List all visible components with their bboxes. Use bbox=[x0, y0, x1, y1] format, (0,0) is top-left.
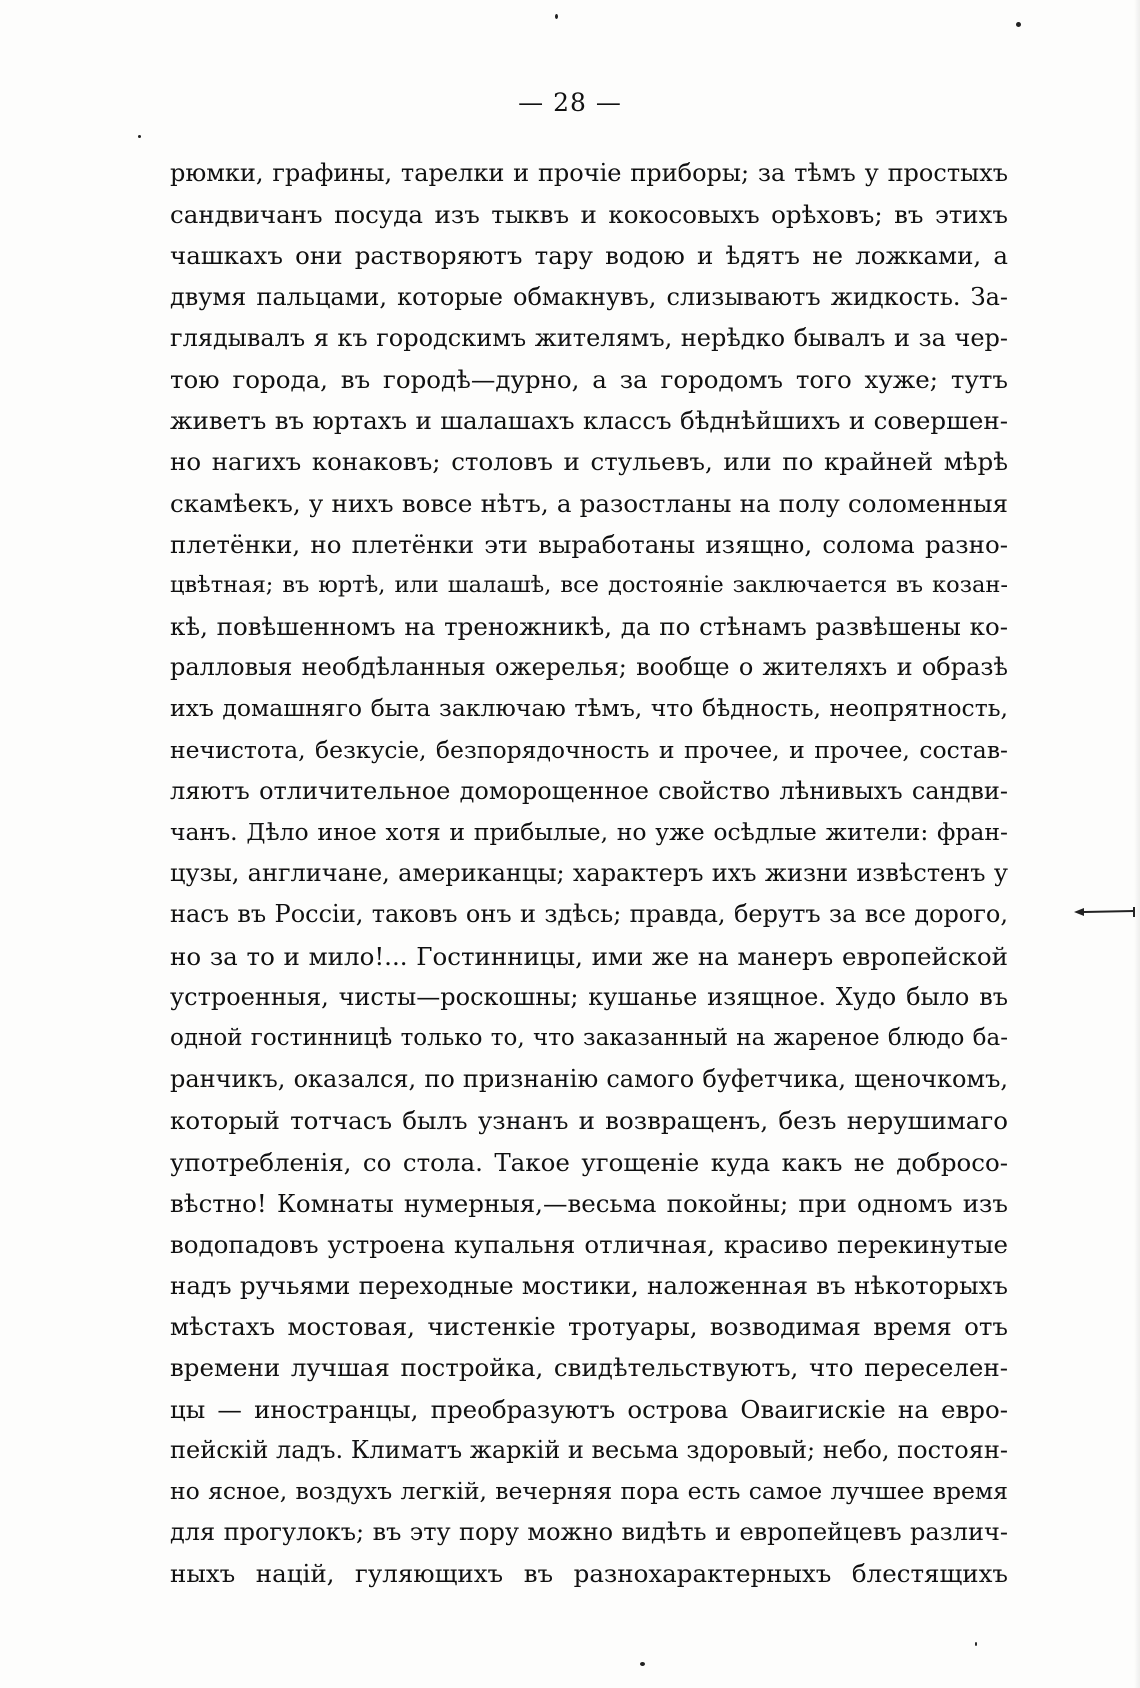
body-text bbox=[170, 153, 1008, 1595]
text-line: водопадовъ устроена купальня отличная, красиво перекинутые bbox=[170, 1229, 1008, 1259]
text-line: ныхъ націй, гуляющихъ въ разнохарактерныхъ блестящихъ bbox=[170, 1559, 1008, 1589]
text-line: плетёнки, но плетёнки эти выработаны изящно, солома разно- bbox=[170, 529, 1008, 559]
text-line: тою города, въ городѣ—дурно, а за городомъ того хуже; тутъ bbox=[170, 364, 1008, 394]
text-line: времени лучшая постройка, свидѣтельствуютъ, что переселен- bbox=[170, 1353, 1008, 1383]
text-line: ранчикъ, оказался, по признанію самого буфетчика, щеночкомъ, bbox=[170, 1065, 1008, 1094]
text-line: одной гостинницѣ только то, что заказанный на жареное блюдо ба- bbox=[170, 1024, 1008, 1051]
text-line: сандвичанъ посуда изъ тыквъ и кокосовыхъ орѣховъ; въ этихъ bbox=[170, 200, 1008, 230]
text-line: но ясное, воздухъ легкій, вечерняя пора есть самое лучшее время bbox=[170, 1477, 1008, 1505]
text-line: ихъ домашняго быта заключаю тѣмъ, что бѣдность, неопрятность, bbox=[170, 694, 1008, 723]
text-line: цы — иностранцы, преобразуютъ острова Оваигискіе на евро- bbox=[170, 1394, 1008, 1424]
text-line: мѣстахъ мостовая, чистенкіе тротуары, возводимая время отъ bbox=[170, 1312, 1008, 1342]
text-line: но за то и мило!... Гостинницы, ими же на манеръ европейской bbox=[170, 941, 1008, 971]
text-line: живетъ въ юртахъ и шалашахъ классъ бѣднѣйшихъ и совершен- bbox=[170, 406, 1008, 436]
text-line: ралловыя необдѣланныя ожерелья; вообще о жителяхъ и образѣ bbox=[170, 653, 1008, 682]
text-line: нечистота, безкусіе, безпорядочность и прочее, и прочее, состав- bbox=[170, 735, 1008, 764]
text-line: глядывалъ я къ городскимъ жителямъ, нерѣдко бывалъ и за чер- bbox=[170, 323, 1008, 352]
text-line: цвѣтная; въ юртѣ, или шалашѣ, все достояніе заключается въ козан- bbox=[170, 571, 1008, 598]
text-line: пейскій ладъ. Климатъ жаркій и весьма здоровый; небо, постоян- bbox=[170, 1435, 1008, 1464]
scan-speck bbox=[138, 135, 141, 138]
scan-speck bbox=[640, 1662, 645, 1666]
text-line: который тотчасъ былъ узнанъ и возвращенъ, безъ нерушимаго bbox=[170, 1106, 1008, 1136]
text-line: надъ ручьями переходные мостики, наложенная въ нѣкоторыхъ bbox=[170, 1271, 1008, 1301]
text-line: скамѣекъ, у нихъ вовсе нѣтъ, а разостланы на полу соломенныя bbox=[170, 488, 1008, 518]
margin-mark-icon bbox=[1072, 905, 1140, 919]
text-line: но нагихъ конаковъ; столовъ и стульевъ, или по крайней мѣрѣ bbox=[170, 447, 1008, 477]
text-line: устроенныя, чисты—роскошны; кушанье изящное. Худо было въ bbox=[170, 982, 1008, 1011]
text-line: насъ въ Россіи, таковъ онъ и здѣсь; правда, берутъ за все дорого, bbox=[170, 900, 1008, 929]
text-line: чашкахъ они растворяютъ тару водою и ѣдятъ не ложками, а bbox=[170, 241, 1008, 271]
text-line: рюмки, графины, тарелки и прочіе приборы; за тѣмъ у простыхъ bbox=[170, 159, 1008, 187]
text-line: цузы, англичане, американцы; характеръ ихъ жизни извѣстенъ у bbox=[170, 859, 1008, 888]
scan-speck bbox=[975, 1642, 977, 1646]
text-line: кѣ, повѣшенномъ на треножникѣ, да по стѣнамъ развѣшены ко- bbox=[170, 612, 1008, 642]
scan-speck bbox=[555, 14, 558, 19]
text-line: вѣстно! Комнаты нумерныя,—весьма покойны; при одномъ изъ bbox=[170, 1188, 1008, 1218]
text-line: двумя пальцами, которые обмакнувъ, слизываютъ жидкость. За- bbox=[170, 282, 1008, 311]
page-edge-shadow bbox=[1134, 0, 1140, 1688]
text-line: для прогулокъ; въ эту пору можно видѣть и европейцевъ различ- bbox=[170, 1518, 1008, 1547]
text-line: употребленія, со стола. Такое угощеніе куда какъ не добросо- bbox=[170, 1147, 1008, 1177]
text-line: чанъ. Дѣло иное хотя и прибылые, но уже осѣдлые жители: фран- bbox=[170, 818, 1008, 846]
scan-speck bbox=[1016, 22, 1021, 27]
page-number: — 28 — bbox=[518, 88, 622, 117]
text-line: ляютъ отличительное доморощенное свойство лѣнивыхъ сандви- bbox=[170, 776, 1008, 805]
